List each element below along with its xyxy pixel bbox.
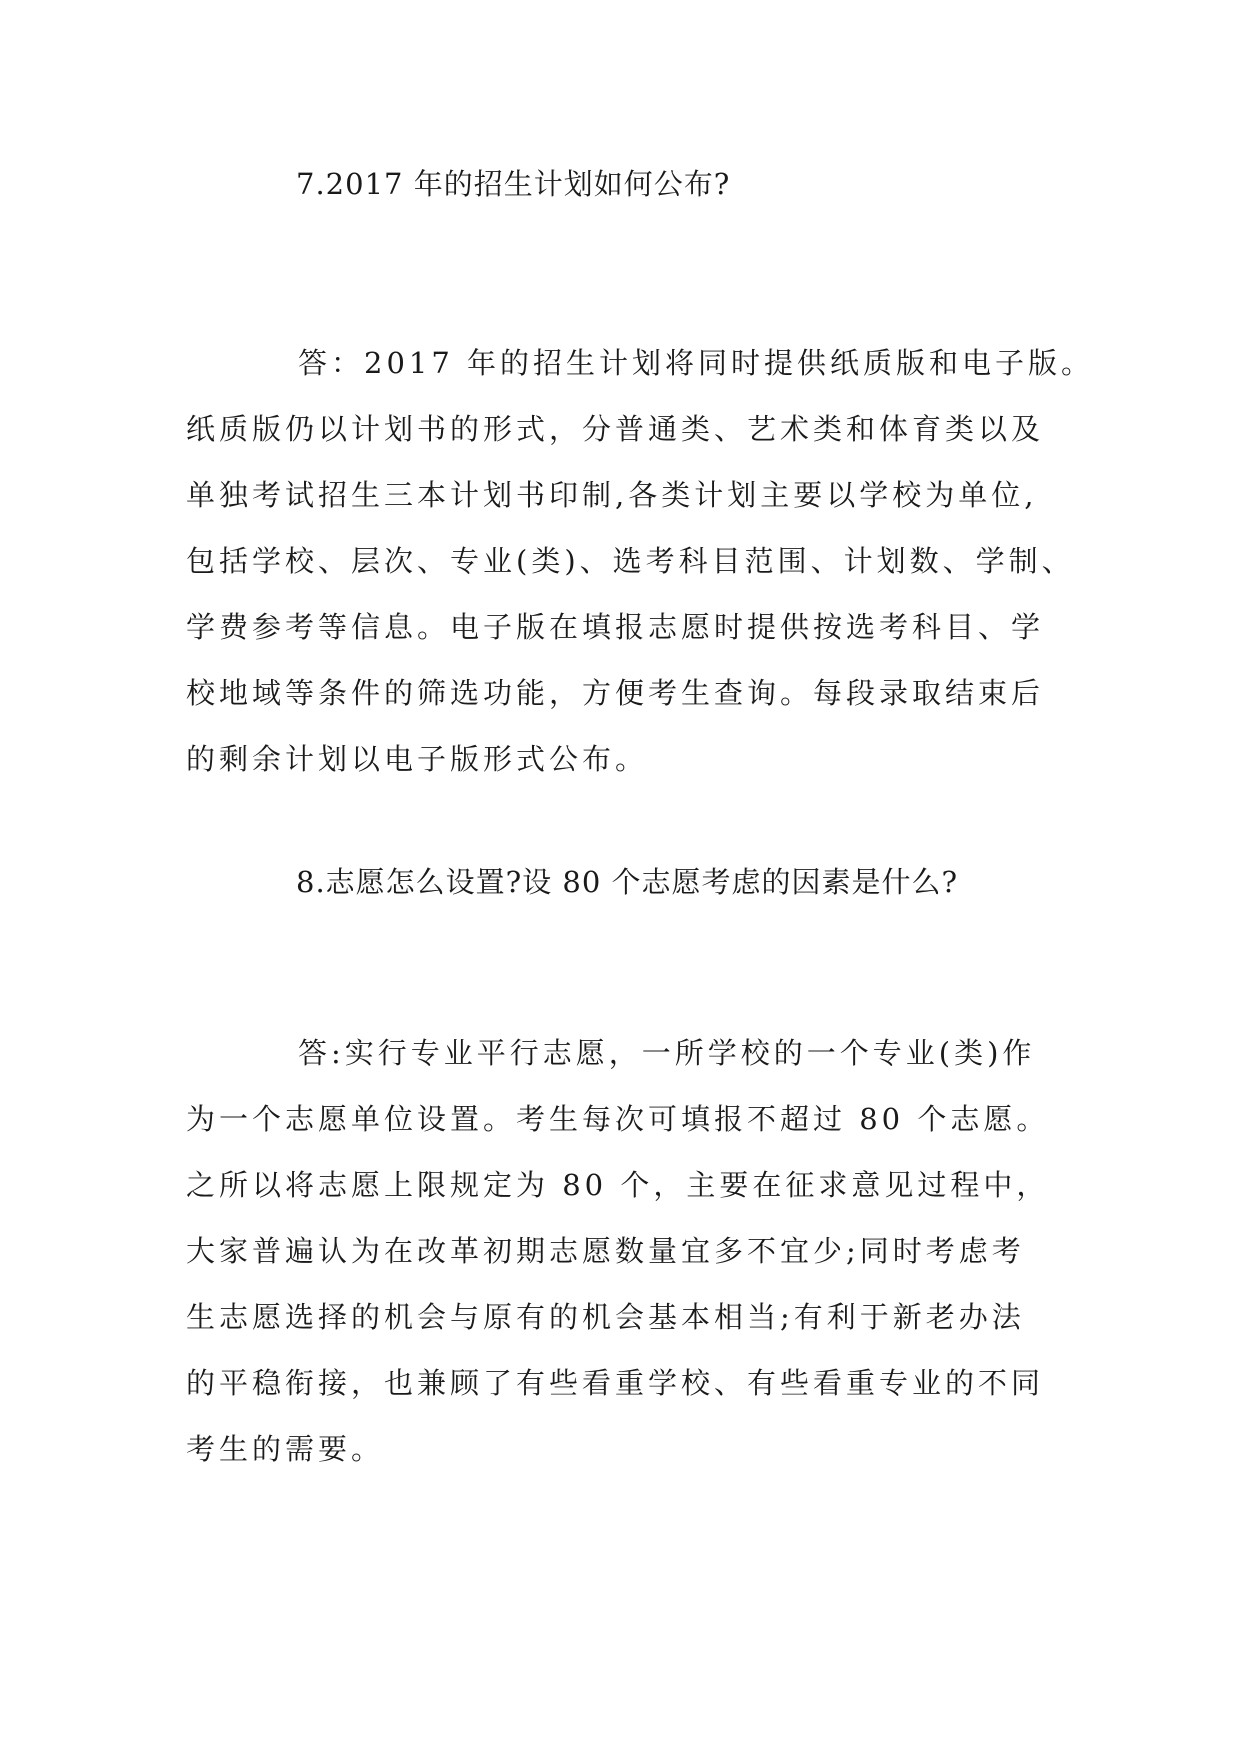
paragraph-line: 大家普遍认为在改革初期志愿数量宜多不宜少;同时考虑考 bbox=[186, 1234, 1025, 1268]
answer-8-paragraph bbox=[186, 1020, 1066, 1482]
paragraph-line: 学费参考等信息。电子版在填报志愿时提供按选考科目、学 bbox=[186, 610, 1045, 644]
paragraph-line: 单独考试招生三本计划书印制,各类计划主要以学校为单位, bbox=[186, 478, 1038, 512]
paragraph-line: 校地域等条件的筛选功能，方便考生查询。每段录取结束后 bbox=[186, 676, 1045, 710]
paragraph-line: 之所以将志愿上限规定为 80 个，主要在征求意见过程中， bbox=[186, 1168, 1050, 1202]
paragraph-line: 的平稳衔接，也兼顾了有些看重学校、有些看重专业的不同 bbox=[186, 1366, 1045, 1400]
paragraph-line: 答：2017 年的招生计划将同时提供纸质版和电子版。 bbox=[298, 346, 1095, 380]
paragraph-line: 的剩余计划以电子版形式公布。 bbox=[186, 742, 649, 776]
paragraph-line: 生志愿选择的机会与原有的机会基本相当;有利于新老办法 bbox=[186, 1300, 1025, 1334]
paragraph-line: 为一个志愿单位设置。考生每次可填报不超过 80 个志愿。 bbox=[186, 1102, 1050, 1136]
paragraph-line: 纸质版仍以计划书的形式，分普通类、艺术类和体育类以及 bbox=[186, 412, 1045, 446]
paragraph-line: 考生的需要。 bbox=[186, 1432, 385, 1466]
paragraph-line: 包括学校、层次、专业(类)、选考科目范围、计划数、学制、 bbox=[186, 544, 1075, 578]
question-7-heading: 7.2017 年的招生计划如何公布? bbox=[296, 167, 731, 201]
answer-7-paragraph bbox=[186, 330, 1095, 792]
paragraph-line: 答:实行专业平行志愿，一所学校的一个专业(类)作 bbox=[298, 1036, 1036, 1070]
question-8-heading: 8.志愿怎么设置?设 80 个志愿考虑的因素是什么? bbox=[296, 865, 959, 899]
